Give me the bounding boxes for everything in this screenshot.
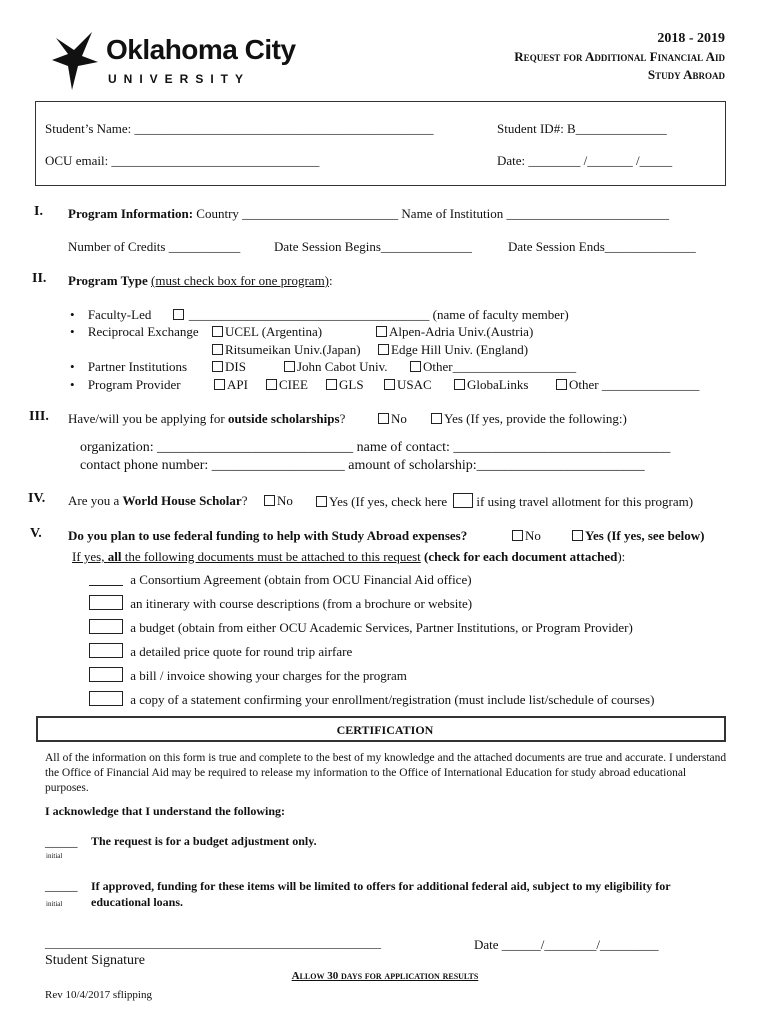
api-checkbox[interactable] (214, 379, 225, 390)
bullet: • (70, 307, 75, 322)
program-info-line (68, 206, 669, 222)
form-subtitle: Study Abroad (647, 67, 725, 82)
other-partner-option (410, 359, 576, 375)
dis-checkbox[interactable] (212, 361, 223, 372)
world-house-yes-checkbox[interactable] (316, 496, 327, 507)
world-house-yes-option (316, 493, 693, 510)
federal-no-checkbox[interactable] (512, 530, 523, 541)
edge-hill-label: Edge Hill Univ. (England) (391, 342, 529, 357)
program-type-colon: : (329, 273, 333, 288)
instr-part1: If yes, (72, 549, 108, 564)
instr-check: (check for each document attached (420, 549, 618, 564)
document-checkbox[interactable] (89, 595, 123, 610)
alpen-option (376, 324, 533, 340)
gls-checkbox[interactable] (326, 379, 337, 390)
ucel-label: UCEL (Argentina) (225, 324, 323, 339)
scholarship-yes-checkbox[interactable] (431, 413, 442, 424)
document-checkbox[interactable] (89, 571, 123, 586)
session-begins-field[interactable]: Date Session Begins______________ (274, 239, 472, 254)
ciee-checkbox[interactable] (266, 379, 277, 390)
document-item (89, 643, 352, 660)
api-label: API (227, 377, 248, 392)
document-checkbox[interactable] (89, 619, 123, 634)
program-type-heading (68, 273, 333, 289)
world-house-no-label: No (277, 493, 293, 508)
world-house-q-bold: World House Scholar (122, 493, 242, 508)
country-institution-field[interactable]: Country ________________________ Name of Institution _________________________ (196, 206, 669, 221)
document-item (89, 667, 407, 684)
travel-allotment-label: if using travel allotment for this program) (476, 494, 694, 509)
document-checkbox[interactable] (89, 691, 123, 706)
cabot-label: John Cabot Univ. (297, 359, 388, 374)
ucel-checkbox[interactable] (212, 326, 223, 337)
world-house-question (68, 493, 247, 509)
globalinks-option (454, 377, 528, 393)
edge-hill-checkbox[interactable] (378, 344, 389, 355)
section-1-number: I. (34, 204, 43, 219)
document-item (89, 691, 654, 708)
revision-note: Rev 10/4/2017 sflipping (45, 989, 152, 1001)
section-3-number: III. (29, 409, 49, 424)
reciprocal-label: Reciprocal Exchange (87, 324, 199, 339)
world-house-no-checkbox[interactable] (264, 495, 275, 506)
program-type-title: Program Type (68, 273, 148, 288)
credits-field[interactable]: Number of Credits ___________ (68, 239, 241, 254)
other-partner-checkbox[interactable] (410, 361, 421, 372)
api-option (214, 377, 248, 393)
university-logo (50, 30, 320, 92)
world-house-q-text: Are you a (68, 493, 123, 508)
program-info-title: Program Information: (68, 206, 194, 221)
scholarship-no-label: No (391, 411, 407, 426)
globalinks-label: GlobaLinks (467, 377, 529, 392)
scholarship-no-checkbox[interactable] (378, 413, 389, 424)
alpen-checkbox[interactable] (376, 326, 387, 337)
federal-no-label: No (525, 528, 541, 543)
world-house-no-option (264, 493, 293, 509)
initial-label-1: initial (46, 852, 63, 860)
date-field[interactable]: Date: ________ /_______ /_____ (497, 153, 673, 168)
partner-row (70, 359, 187, 375)
world-house-yes-label: Yes (If yes, check here (329, 494, 448, 509)
bullet: • (70, 324, 75, 339)
other-provider-field[interactable]: Other _______________ (569, 377, 700, 392)
document-item (89, 595, 472, 612)
edge-hill-option (378, 342, 528, 358)
instr-part2: the following documents must be attached to this request (121, 549, 421, 564)
instr-end: ): (617, 549, 626, 564)
student-name-field[interactable]: Student’s Name: ______________________________________________ (45, 121, 434, 136)
travel-allotment-checkbox[interactable] (453, 493, 473, 508)
partner-label: Partner Institutions (87, 359, 188, 374)
session-ends-field[interactable]: Date Session Ends______________ (508, 239, 696, 254)
document-label: a Consortium Agreement (obtain from OCU Financial Aid office) (130, 572, 472, 587)
other-provider-checkbox[interactable] (556, 379, 567, 390)
federal-no-option (512, 528, 541, 544)
phone-amount-field[interactable]: contact phone number: ___________________ amount of scholarship:________________________ (80, 458, 645, 473)
reciprocal-row (70, 324, 199, 340)
ritsumeikan-checkbox[interactable] (212, 344, 223, 355)
document-item (89, 619, 633, 636)
instr-all: all (107, 549, 122, 564)
bullet: • (70, 377, 75, 392)
scholarship-yes-option (431, 411, 627, 427)
section-2-number: II. (32, 271, 47, 286)
certification-paragraph: All of the information on this form is true and complete to the best of my knowledge and the attached documents are true and accurate. I understand the Office of Financial Aid may be required to release my information to the Office of International Education for study abroad educational purposes. (45, 752, 727, 794)
documents-instruction (72, 549, 625, 565)
signature-line[interactable]: ________________________________________________________ (45, 936, 381, 950)
alpen-label: Alpen-Adria Univ.(Austria) (389, 324, 534, 339)
form-title: Request for Additional Financial Aid (514, 49, 725, 64)
section-5-number: V. (30, 526, 42, 541)
faculty-member-field[interactable]: _____________________________________ (name of faculty member) (188, 307, 569, 322)
federal-yes-checkbox[interactable] (572, 530, 583, 541)
logo-main-text: Oklahoma City (106, 34, 296, 65)
acknowledge-item-1: The request is for a budget adjustment only. (91, 834, 317, 848)
initial-blank-1[interactable]: _____ (45, 834, 78, 849)
cabot-option (284, 359, 388, 375)
certification-title: CERTIFICATION (336, 723, 434, 737)
ciee-label: CIEE (279, 377, 308, 392)
document-item (89, 571, 472, 588)
usac-label: USAC (397, 377, 432, 392)
scholarship-yes-label: Yes (If yes, provide the following:) (444, 411, 627, 426)
form-year: 2018 - 2019 (657, 31, 725, 46)
gls-label: GLS (339, 377, 364, 392)
star-logo-icon (50, 30, 100, 92)
logo-sub-text: UNIVERSITY (108, 72, 251, 86)
faculty-led-label: Faculty-Led (87, 307, 152, 322)
section-4-number: IV. (28, 491, 46, 506)
cabot-checkbox[interactable] (284, 361, 295, 372)
scholarship-q-bold: outside scholarships (227, 411, 340, 426)
faculty-led-row (70, 307, 569, 323)
initial-blank-2[interactable]: _____ (45, 878, 78, 893)
other-provider-option (556, 377, 699, 393)
initial-label-2: initial (46, 900, 63, 908)
federal-yes-option (572, 528, 705, 544)
ciee-option (266, 377, 308, 393)
document-label: a budget (obtain from either OCU Academic Services, Partner Institutions, or Program Provider) (130, 620, 633, 635)
document-label: a detailed price quote for round trip airfare (130, 644, 353, 659)
ritsumeikan-option (212, 342, 361, 358)
signature-date-field[interactable]: Date ______/________/_________ (474, 937, 659, 952)
usac-checkbox[interactable] (384, 379, 395, 390)
program-type-instruction: (must check box for one program) (151, 273, 330, 288)
usac-option (384, 377, 432, 393)
student-id-field[interactable]: Student ID#: B______________ (497, 121, 667, 136)
organization-contact-field[interactable]: organization: ____________________________ name of contact: _______________________________ (80, 440, 671, 455)
signature-label: Student Signature (45, 953, 145, 968)
globalinks-checkbox[interactable] (454, 379, 465, 390)
acknowledge-item-2: If approved, funding for these items will be limited to offers for additional federal aid, subject to my eligibility for educational loans. (91, 879, 671, 909)
acknowledge-heading: I acknowledge that I understand the following: (45, 804, 286, 818)
faculty-led-checkbox[interactable] (173, 309, 184, 320)
document-label: a bill / invoice showing your charges for the program (130, 668, 407, 683)
document-label: a copy of a statement confirming your enrollment/registration (must include list/schedule of courses) (130, 692, 655, 707)
document-checkbox[interactable] (89, 643, 123, 658)
federal-funding-question: Do you plan to use federal funding to help with Study Abroad expenses? (68, 528, 468, 543)
footer-notice: Allow 30 days for application results (291, 970, 479, 982)
other-partner-field[interactable]: Other___________________ (423, 359, 577, 374)
document-label: an itinerary with course descriptions (from a brochure or website) (130, 596, 473, 611)
dis-label: DIS (225, 359, 246, 374)
gls-option (326, 377, 364, 393)
bullet: • (70, 359, 75, 374)
ritsumeikan-label: Ritsumeikan Univ.(Japan) (225, 342, 361, 357)
scholarship-q-end: ? (339, 411, 346, 426)
ocu-email-field[interactable]: OCU email: ________________________________ (45, 153, 320, 168)
provider-label: Program Provider (87, 377, 181, 392)
federal-yes-label: Yes (If yes, see below) (585, 528, 705, 543)
provider-row (70, 377, 181, 393)
world-house-q-end: ? (241, 493, 248, 508)
ucel-option (212, 324, 322, 340)
dis-option (212, 359, 246, 375)
scholarship-q-text: Have/will you be applying for (68, 411, 228, 426)
document-checkbox[interactable] (89, 667, 123, 682)
scholarship-question (68, 411, 345, 427)
scholarship-no-option (378, 411, 407, 427)
student-info-box (35, 101, 726, 186)
